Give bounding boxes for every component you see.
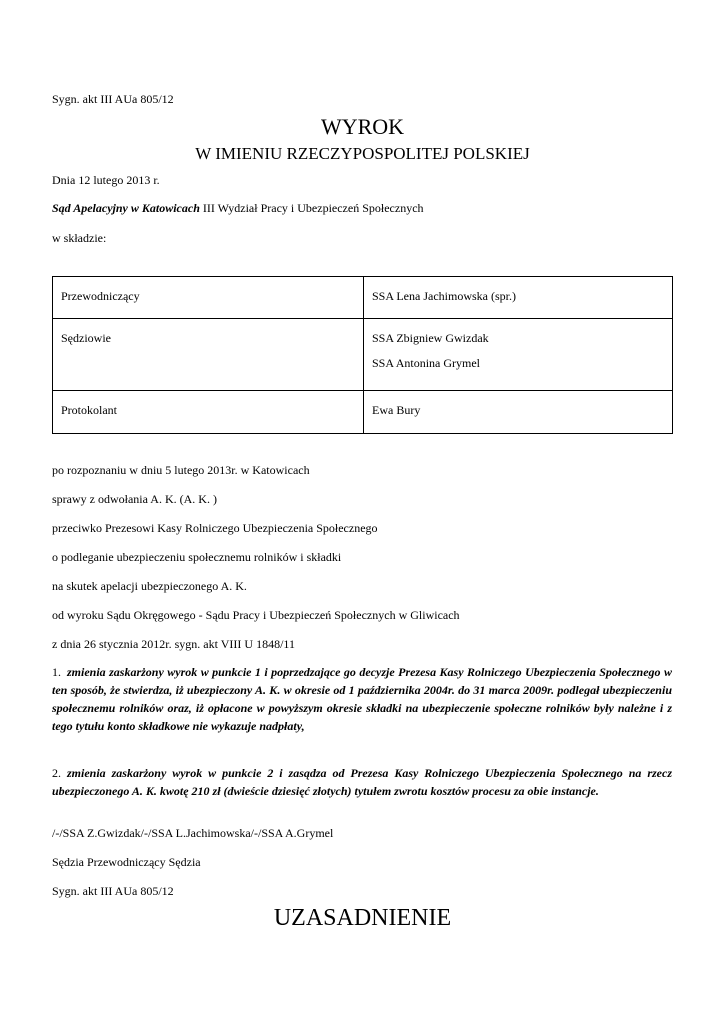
ruling-text: zmienia zaskarżony wyrok w punkcie 2 i zasądza od Prezesa Kasy Rolniczego Ubezpieczenia Społecznego na rzecz ubezpieczonego A. K. kwotę 210 zł (dwieście dziesięć złotych) tytułem zwrotu kosztów procesu za obie instancje. [52, 766, 672, 798]
role-cell: Przewodniczący [53, 277, 364, 319]
ruling-text: zmienia zaskarżony wyrok w punkcie 1 i poprzedzające go decyzje Prezesa Kasy Rolniczego Ubezpieczenia Społecznego w ten sposób, że stwierdza, iż ubezpieczony A. K. w okresie od 1 października 2004r. do 31 marca 2009r. podlegał ubezpieczeniu społecznemu rolników oraz, iż opłacone w powyższym okresie składki na ubezpieczenie społeczne rolników były należne i z tego tytułu konto składkowe nie wykazuje nadpłaty, [52, 665, 672, 733]
case-signature-bottom: Sygn. akt III AUa 805/12 [52, 884, 174, 898]
case-line: na skutek apelacji ubezpieczonego A. K. [52, 579, 247, 593]
case-line: z dnia 26 stycznia 2012r. sygn. akt VIII U 1848/11 [52, 637, 295, 651]
document-subtitle: W IMIENIU RZECZYPOSPOLITEJ POLSKIEJ [195, 144, 530, 163]
name-cell [364, 319, 673, 391]
composition-label: w składzie: [52, 231, 107, 245]
signatures-line: /-/SSA Z.Gwizdak/-/SSA L.Jachimowska/-/SSA A.Grymel [52, 826, 334, 840]
case-line: po rozpoznaniu w dniu 5 lutego 2013r. w Katowicach [52, 463, 310, 477]
table-row [53, 277, 673, 319]
name-cell: Ewa Bury [364, 391, 673, 434]
ruling-number: 1. [52, 665, 61, 679]
court-line [52, 201, 424, 216]
case-line: od wyroku Sądu Okręgowego - Sądu Pracy i Ubezpieczeń Społecznych w Gliwicach [52, 608, 460, 622]
court-panel-table [52, 276, 673, 434]
role-cell: Sędziowie [53, 319, 364, 391]
document-title: WYROK [320, 114, 405, 139]
judge-name: SSA Antonina Grymel [372, 356, 481, 370]
court-name: Sąd Apelacyjny w Katowicach [52, 201, 200, 215]
judgment-date: Dnia 12 lutego 2013 r. [52, 173, 160, 187]
judge-roles-line: Sędzia Przewodniczący Sędzia [52, 855, 201, 869]
case-line: o podleganie ubezpieczeniu społecznemu rolników i składki [52, 550, 342, 564]
case-line: przeciwko Prezesowi Kasy Rolniczego Ubezpieczenia Społecznego [52, 521, 378, 535]
ruling-paragraph [52, 764, 672, 800]
ruling-number: 2. [52, 766, 61, 780]
court-division: III Wydział Pracy i Ubezpieczeń Społecznych [199, 201, 424, 215]
case-signature-top: Sygn. akt III AUa 805/12 [52, 92, 174, 106]
table-row [53, 391, 673, 434]
name-cell: SSA Lena Jachimowska (spr.) [364, 277, 673, 319]
role-cell: Protokolant [53, 391, 364, 434]
table-row [53, 319, 673, 391]
justification-title: UZASADNIENIE [273, 905, 452, 931]
ruling-paragraph [52, 663, 672, 735]
case-line: sprawy z odwołania A. K. (A. K. ) [52, 492, 217, 506]
judge-name: SSA Zbigniew Gwizdak [372, 331, 489, 345]
